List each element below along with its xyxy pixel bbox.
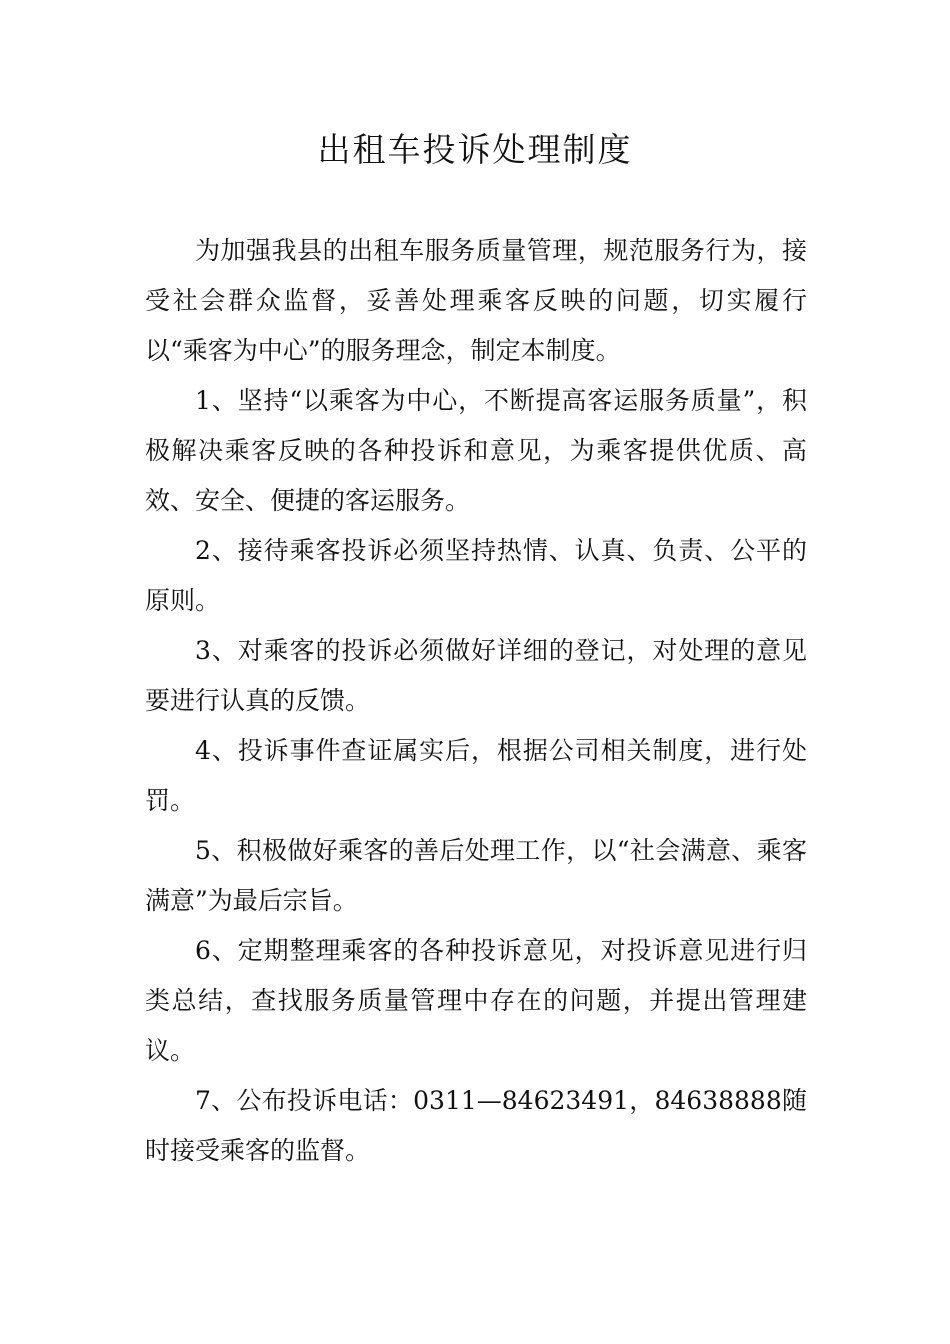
document-body (145, 226, 807, 1176)
document-title: 出租车投诉处理制度 (317, 130, 633, 169)
rule-3-paragraph: 3、对乘客的投诉必须做好详细的登记，对处理的意见要进行认真的反馈。 (145, 636, 807, 715)
rule-4-paragraph: 4、投诉事件查证属实后，根据公司相关制度，进行处罚。 (145, 736, 807, 815)
rule-1-paragraph: 1、坚持“以乘客为中心，不断提高客运服务质量”，积极解决乘客反映的各种投诉和意见，为乘客提供优质、高效、安全、便捷的客运服务。 (145, 386, 807, 515)
rule-7-paragraph: 7、公布投诉电话：0311—84623491，84638888随时接受乘客的监督。 (145, 1086, 807, 1165)
rule-2-paragraph: 2、接待乘客投诉必须坚持热情、认真、负责、公平的原则。 (145, 536, 807, 615)
rule-6-paragraph: 6、定期整理乘客的各种投诉意见，对投诉意见进行归类总结，查找服务质量管理中存在的问题，并提出管理建议。 (145, 936, 807, 1065)
intro-paragraph: 为加强我县的出租车服务质量管理，规范服务行为，接受社会群众监督，妥善处理乘客反映的问题，切实履行以“乘客为中心”的服务理念，制定本制度。 (145, 236, 807, 365)
rule-5-paragraph: 5、积极做好乘客的善后处理工作，以“社会满意、乘客满意”为最后宗旨。 (145, 836, 807, 915)
